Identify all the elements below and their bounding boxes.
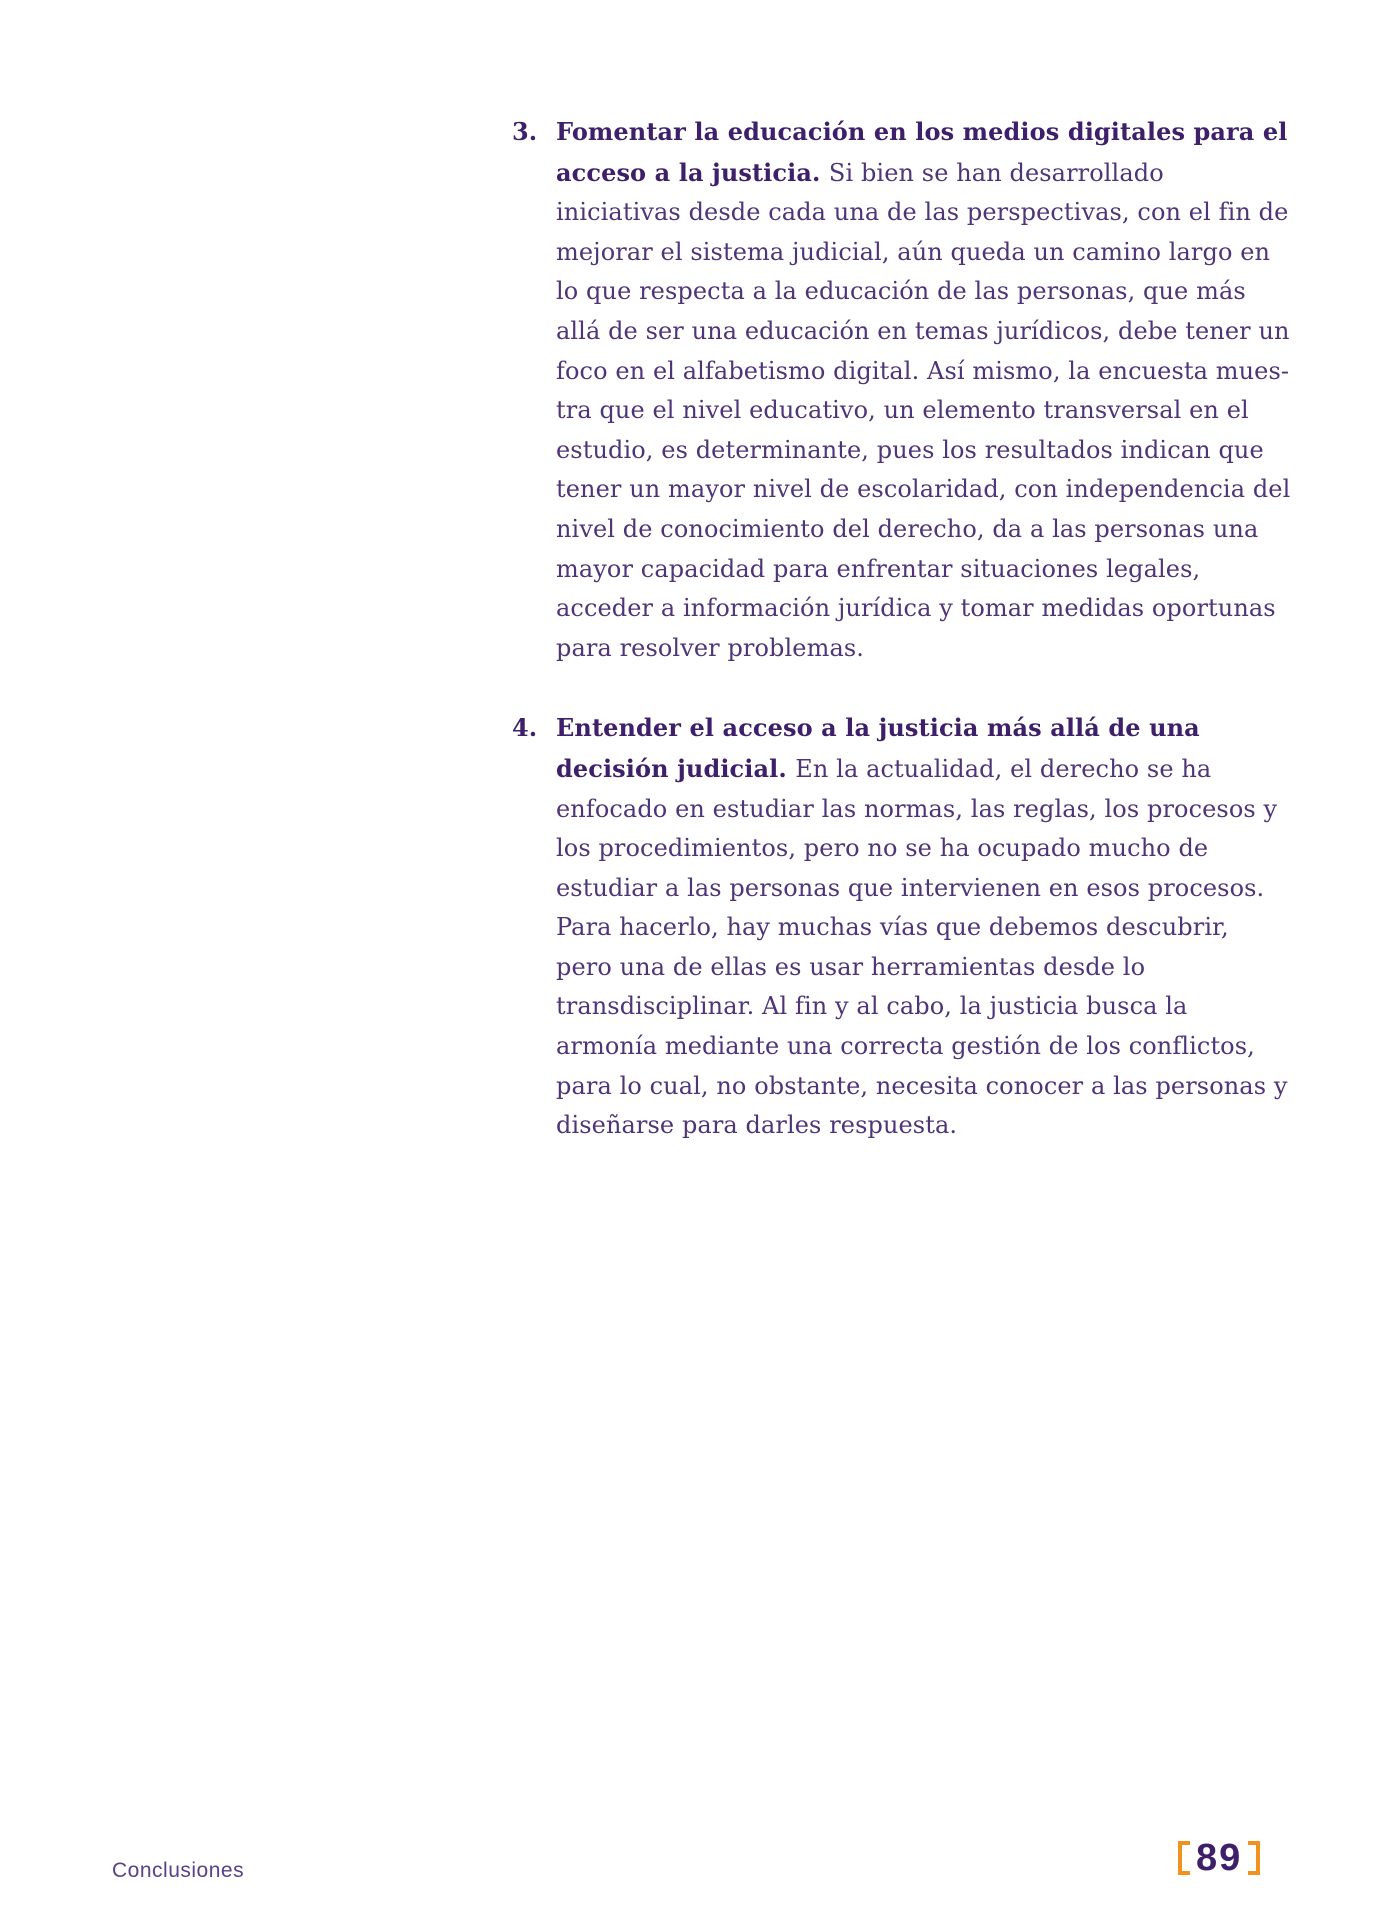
item-text: Si bien se han desarrollado iniciativas desde cada una de las perspectivas, con el fin de mejorar el sistema judicial, aún queda un camino largo en lo que respecta a la educación de las personas, que más allá de ser una educación en temas jurídicos, debe tener un foco en el alfabetismo digital. Así mismo, la encuesta muestra que el nivel educativo, un elemento transversal en el estudio, es determinante, pues los resultados indican que tener un mayor nivel de escolaridad, con independencia del nivel de conocimiento del derecho, da a las personas una mayor capacidad para enfrentar situaciones legales, acceder a información jurídica y tomar medidas oportunas para resolver problemas. [556, 158, 1291, 662]
item-text: En la actualidad, el derecho se ha enfocado en estudiar las normas, las reglas, los procesos y los procedimientos, pero no se ha ocupado mucho de estudiar a las personas que intervienen en esos procesos. Para hacerlo, hay muchas vías que debemos descubrir, pero una de ellas es usar herramientas desde lo transdisciplinar. Al fin y al cabo, la justicia busca la armonía mediante una correcta gestión de los conflictos, para lo cual, no obstante, necesita conocer a las personas y diseñarse para darles respuesta. [556, 754, 1288, 1140]
list-item [512, 112, 1292, 668]
page-number-digits: 89 [1196, 1837, 1243, 1879]
footer-section-title: Conclusiones [112, 1859, 245, 1882]
item-lead: Fomentar la educación en los medios digitales para el acceso a la justicia. [556, 117, 1288, 187]
conclusions-list [512, 112, 1292, 1146]
page-number [1178, 1836, 1260, 1880]
right-bracket-icon [1248, 1841, 1260, 1875]
item-number: 3. [512, 117, 538, 146]
item-number: 4. [512, 713, 538, 743]
left-bracket-icon [1178, 1841, 1190, 1875]
list-item [512, 708, 1292, 1146]
item-lead: Entender el acceso a la justicia más allá de una decisión judicial. [556, 713, 1200, 783]
